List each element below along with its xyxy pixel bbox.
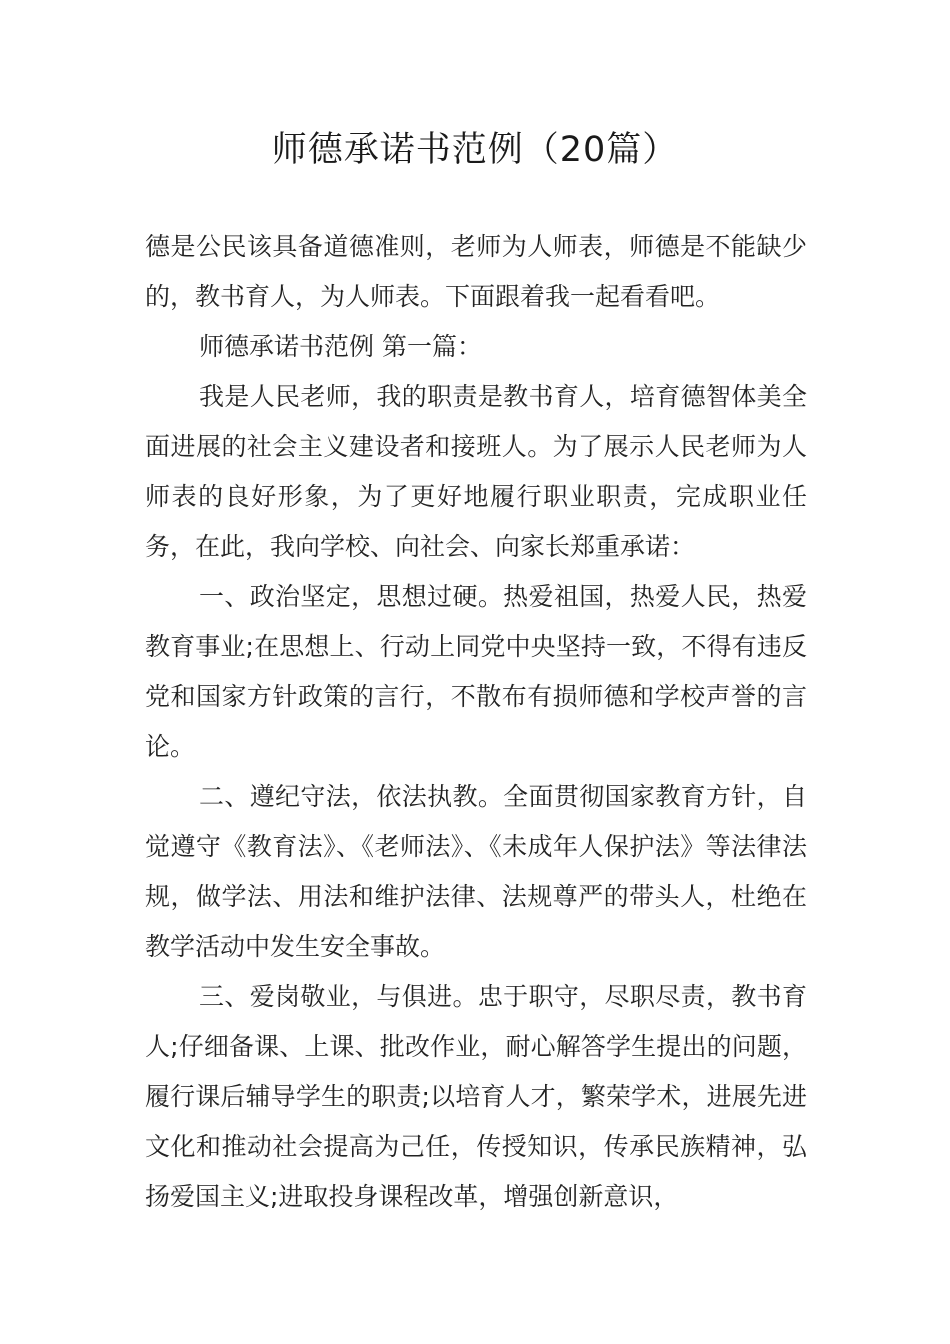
paragraph: 我是人民老师，我的职责是教书育人，培育德智体美全面进展的社会主义建设者和接班人。为了展示人民老师为人师表的良好形象，为了更好地履行职业职责，完成职业任务，在此，我向学校、向社会、向家长郑重承诺： [145,382,807,561]
paragraph: 二、遵纪守法，依法执教。全面贯彻国家教育方针，自觉遵守《教育法》、《老师法》、《未成年人保护法》等法律法规，做学法、用法和维护法律、法规尊严的带头人，杜绝在教学活动中发生安全事故。 [145,782,807,961]
paragraph-section-heading: 师德承诺书范例 第一篇： [199,332,482,361]
paragraph-intro: 德是公民该具备道德准则，老师为人师表，师德是不能缺少的，教书育人，为人师表。下面跟着我一起看看吧。 [145,232,807,311]
document-body [145,222,807,1222]
page-title: 师德承诺书范例（20篇） [271,130,679,170]
paragraph: 一、政治坚定，思想过硬。热爱祖国，热爱人民，热爱教育事业;在思想上、行动上同党中央坚持一致，不得有违反党和国家方针政策的言行，不散布有损师德和学校声誉的言论。 [145,582,807,761]
paragraph: 三、爱岗敬业，与俱进。忠于职守，尽职尽责，教书育人;仔细备课、上课、批改作业，耐心解答学生提出的问题，履行课后辅导学生的职责;以培育人才，繁荣学术，进展先进文化和推动社会提高为己任，传授知识，传承民族精神，弘扬爱国主义;进取投身课程改革，增强创新意识， [145,982,807,1211]
